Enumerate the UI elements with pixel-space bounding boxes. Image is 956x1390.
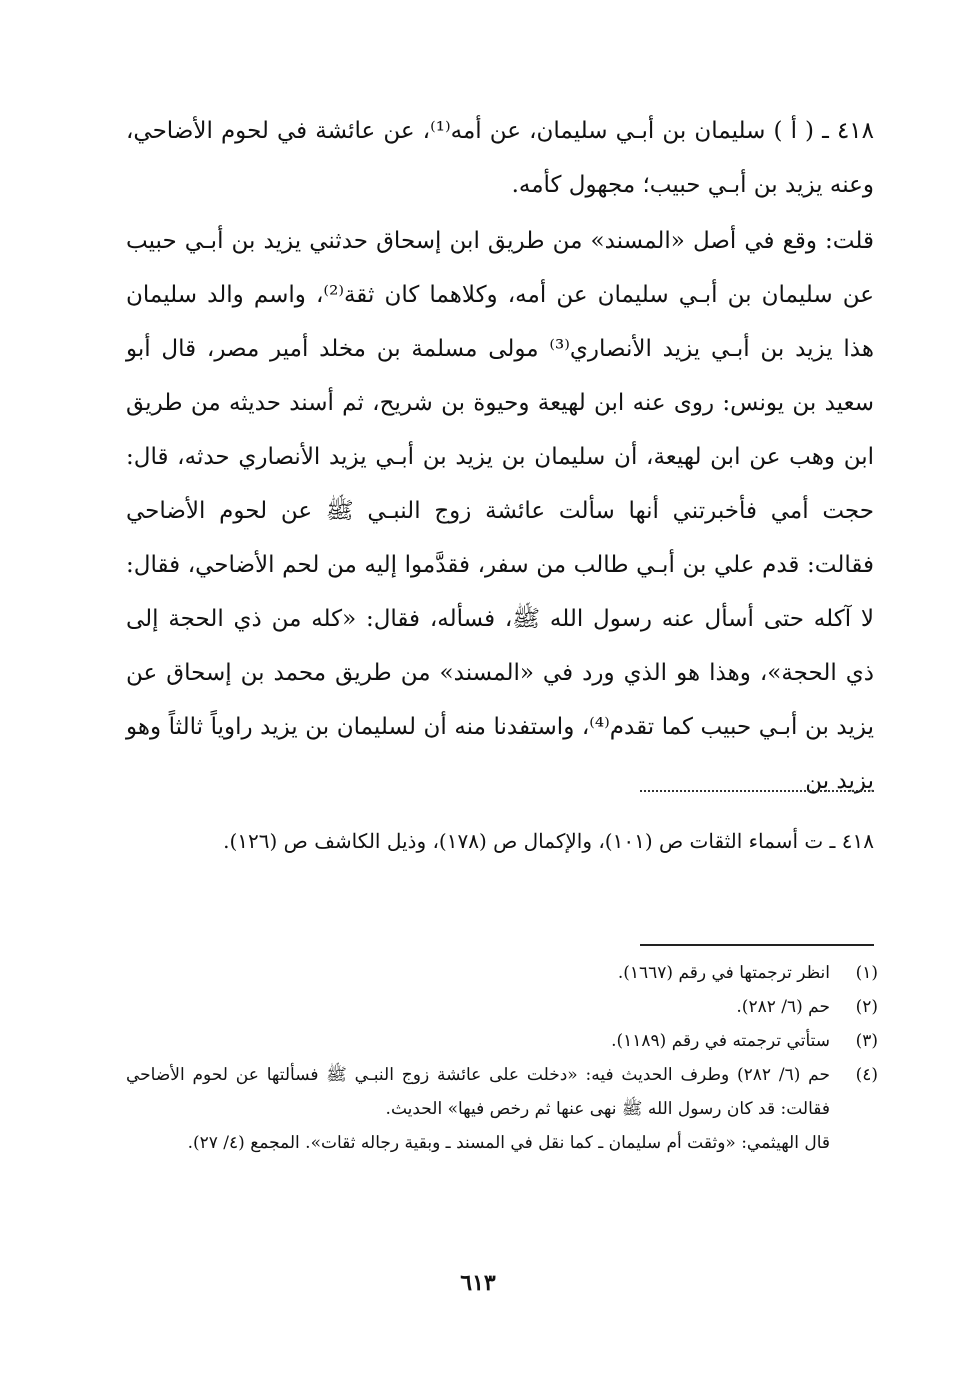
footnote-number: (٣) (855, 1031, 878, 1051)
footnote-number: (١) (855, 963, 878, 983)
footnote-line: حم (٦/ ٢٨٢) وطرف الحديث فيه: «دخلت على عائشة زوج النبـي ﷺ فسألتها عن لحوم الأضاحي فقالت: قد كان رسول الله ﷺ نهى عنها ثم رخص فيها» الحديث. (126, 1065, 831, 1119)
footnote-line: حم (٦/ ٢٨٢). (736, 997, 830, 1017)
footnote-3 (126, 1024, 878, 1058)
footnote-number: (٤) (855, 1065, 878, 1085)
page-number: ٦١٣ (460, 1270, 496, 1296)
footnote-line: ستأتي ترجمته في رقم (١١٨٩). (611, 1031, 830, 1051)
main-text (126, 104, 874, 808)
entry-paragraph: ٤١٨ ـ ( أ ) سليمان بن أبـي سليمان، عن أمه⁽¹⁾، عن عائشة في لحوم الأضاحي، وعنه يزيد بن أبـي حبيب؛ مجهول كأمه. (126, 118, 874, 198)
footnote-text (126, 1058, 830, 1160)
footnote-text (126, 1024, 830, 1058)
footnote-1 (126, 956, 878, 990)
footnote-rule (640, 944, 874, 946)
footnote-number: (٢) (855, 997, 878, 1017)
dotted-separator (640, 790, 874, 792)
narrator-source-note: ٤١٨ ـ ت أسماء الثقات ص (١٠١)، والإكمال ص (١٧٨)، وذيل الكاشف ص (١٢٦). (223, 829, 874, 853)
footnote-text (126, 956, 830, 990)
footnote-2 (126, 990, 878, 1024)
footnote-line: قال الهيثمي: «وثقت أم سليمان ـ كما نقل في المسند ـ وبقية رجاله ثقات». المجمع (٤/ ٢٧). (187, 1133, 830, 1153)
footnote-text (126, 990, 830, 1024)
footnote-4 (126, 1058, 878, 1160)
commentary-paragraph: قلت: وقع في أصل «المسند» من طريق ابن إسحاق حدثني يزيد بن أبـي حبيب عن سليمان بن أبـي سليمان عن أمه، وكلاهما كان ثقة⁽²⁾، واسم والد سليمان هذا يزيد بن أبـي يزيد الأنصاري⁽³⁾ مولى مسلمة بن مخلد أمير مصر، قال أبو سعيد بن يونس: روى عنه ابن لهيعة وحيوة بن شريح، ثم أسند حديثه من طريق ابن وهب عن ابن لهيعة، أن سليمان بن يزيد بن أبـي يزيد الأنصاري حدثه، قال: حجت أمي فأخبرتني أنها سألت عائشة زوج النبـي ﷺ عن لحوم الأضاحي فقالت: قدم علي بن أبـي طالب من سفر، فقدَّموا إليه من لحم الأضاحي، فقال: لا آكله حتى أسأل عنه رسول الله ﷺ، فسأله، فقال: «كله من ذي الحجة إلى ذي الحجة»، وهذا هو الذي ورد في «المسند» من طريق محمد بن إسحاق عن يزيد بن أبـي حبيب كما تقدم⁽⁴⁾، واستفدنا منه أن لسليمان بن يزيد راوياً ثالثاً وهو يزيد بن (126, 228, 874, 794)
footnotes (126, 956, 878, 1160)
footnote-line: انظر ترجمتها في رقم (١٦٦٧). (617, 963, 830, 983)
